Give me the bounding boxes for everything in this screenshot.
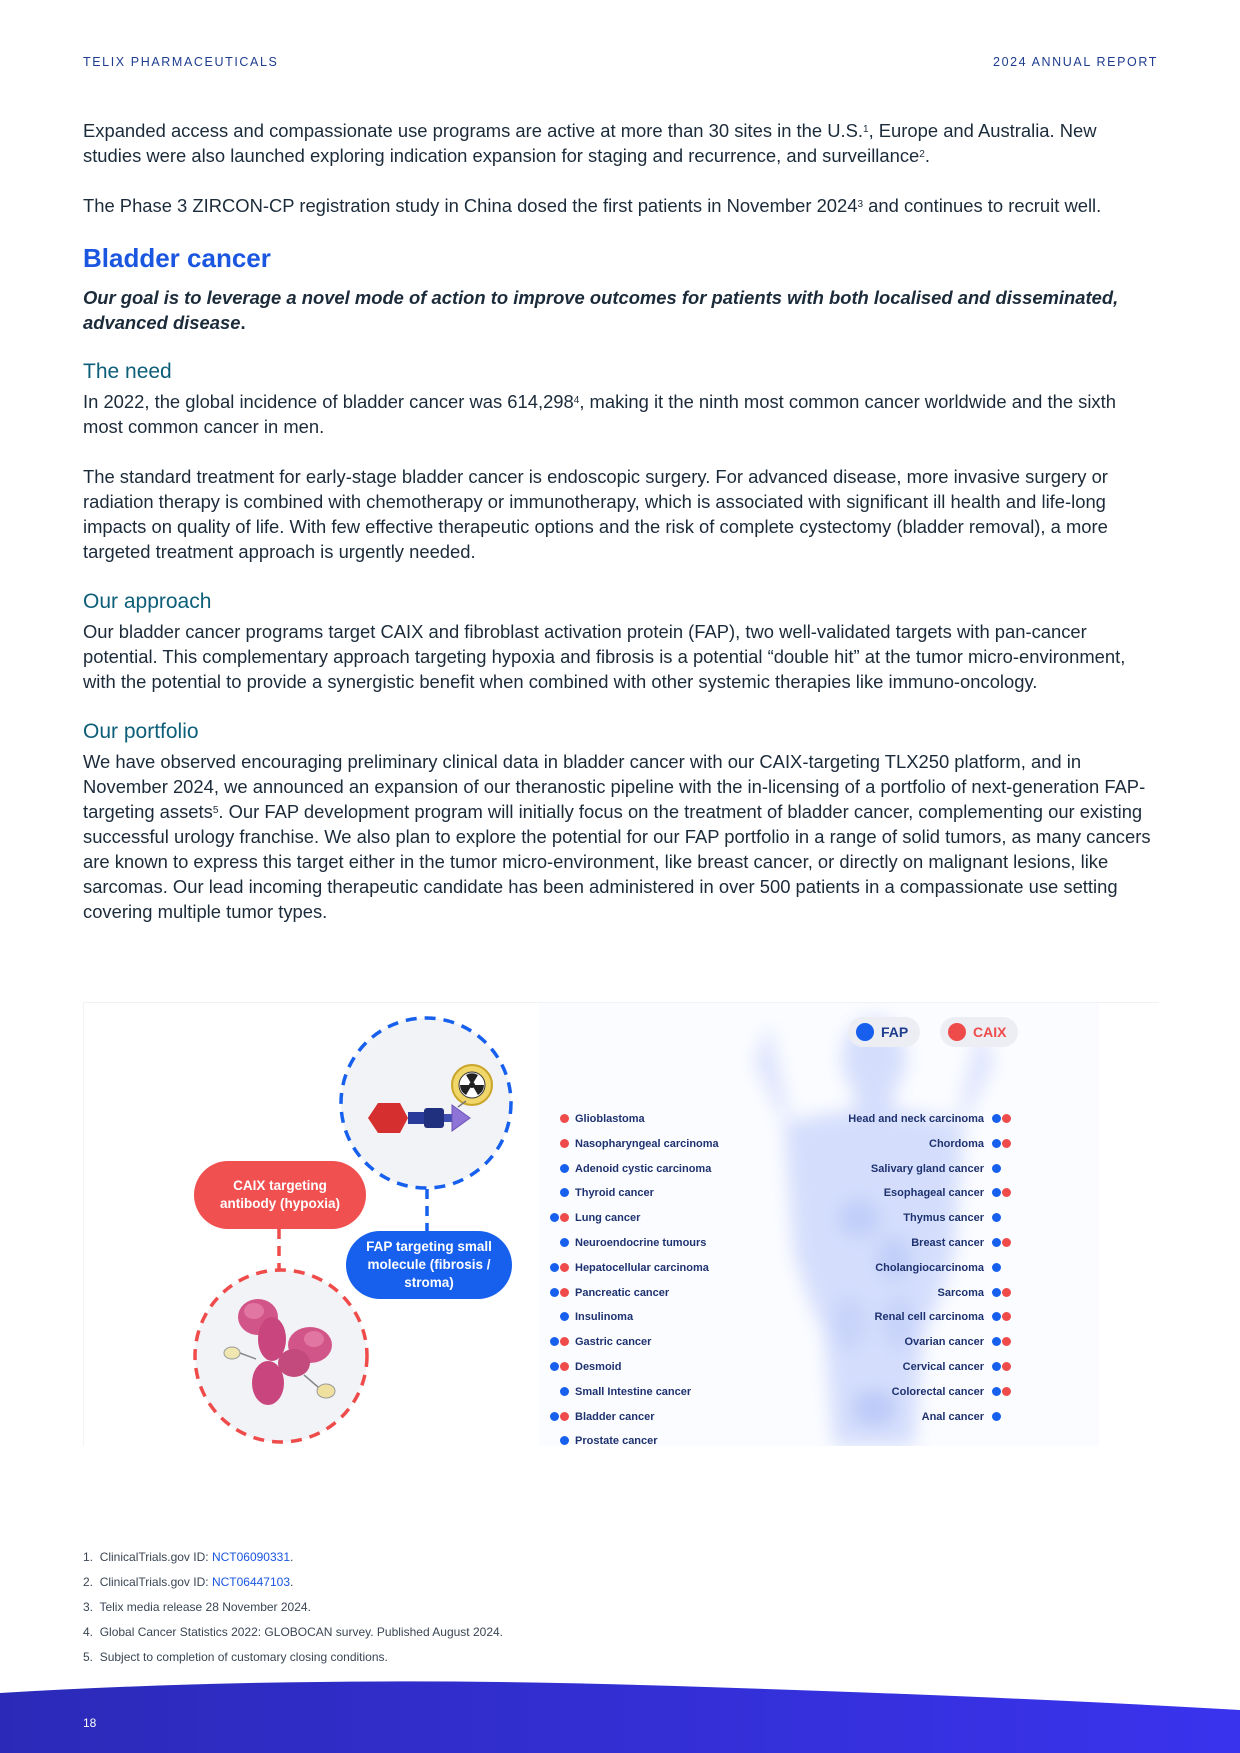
cancer-label-left: Desmoid xyxy=(575,1361,622,1373)
fap-dot xyxy=(992,1288,1001,1297)
cancer-label-left: Prostate cancer xyxy=(575,1435,658,1446)
cancer-label-left: Lung cancer xyxy=(575,1212,641,1225)
cancer-label-left: Hepatocellular carcinoma xyxy=(575,1261,709,1274)
fap-dot xyxy=(550,1362,559,1371)
approach-paragraph: Our bladder cancer programs target CAIX and fibroblast activation protein (FAP), two well-validated targets with pan-cancer potential. This complementary approach targeting hypoxia and fibrosis is a potential “double hit” at the tumor micro-environment, with the potential to provide a synergistic benefit when combined with other systemic therapies like immuno-oncology. xyxy=(83,621,1126,692)
cancer-label-right: Breast cancer xyxy=(911,1237,984,1249)
cancer-label-left: Insulinoma xyxy=(575,1311,634,1324)
fap-dot xyxy=(992,1188,1001,1197)
caix-connector xyxy=(273,1229,285,1269)
caix-dot xyxy=(560,1362,569,1371)
cancer-label-right: Ovarian cancer xyxy=(904,1336,984,1349)
caix-antibody-circle xyxy=(192,1267,370,1445)
expression-dots xyxy=(543,1238,569,1247)
fap-dot xyxy=(560,1387,569,1396)
legend-fap-swatch xyxy=(856,1023,874,1041)
fap-dot xyxy=(560,1164,569,1173)
caix-dot xyxy=(1002,1238,1011,1247)
caix-label-pill: CAIX targeting antibody (hypoxia) xyxy=(194,1161,366,1229)
fap-dot xyxy=(560,1238,569,1247)
caix-dot xyxy=(560,1139,569,1148)
need-paragraph-2: The standard treatment for early-stage bladder cancer is endoscopic surgery. For advanced disease, more invasive surgery or radiation therapy is combined with chemotherapy or immunotherapy, which is associated with significant ill health and life-long impacts on quality of life. With few effective therapeutic options and the risk of complete cystectomy (bladder removal), a more targeted treatment approach is urgently needed. xyxy=(83,466,1108,562)
cancer-label-left: Thyroid cancer xyxy=(575,1187,654,1200)
page-number: 18 xyxy=(83,1716,97,1730)
expression-dots xyxy=(543,1337,569,1346)
cancer-label-right: Thymus cancer xyxy=(903,1212,984,1225)
cancer-label-left: Small Intestine cancer xyxy=(575,1385,692,1398)
fap-dot xyxy=(992,1238,1001,1247)
goal-statement: Our goal is to leverage a novel mode of action to improve outcomes for patients with both localised and disseminated, advanced disease. xyxy=(83,287,1119,333)
fap-dot xyxy=(992,1263,1001,1272)
caix-dot xyxy=(1002,1114,1011,1123)
cancer-label-right: Salivary gland cancer xyxy=(870,1162,984,1175)
expression-dots xyxy=(543,1188,569,1197)
caix-dot xyxy=(560,1337,569,1346)
caix-dot xyxy=(560,1213,569,1222)
cancer-label-right: Cervical cancer xyxy=(902,1361,984,1373)
fap-dot xyxy=(992,1114,1001,1123)
expression-dots xyxy=(543,1263,569,1272)
cancer-label-right: Sarcoma xyxy=(937,1286,984,1299)
fap-dot xyxy=(550,1213,559,1222)
expression-dots xyxy=(992,1387,1018,1396)
footer-band xyxy=(0,1680,1240,1753)
header-report-title: 2024 ANNUAL REPORT xyxy=(993,55,1158,69)
approach-heading: Our approach xyxy=(83,590,212,613)
header-company: TELIX PHARMACEUTICALS xyxy=(83,55,279,69)
caix-dot xyxy=(1002,1188,1011,1197)
footnote-3: 3. Telix media release 28 November 2024. xyxy=(83,1600,311,1614)
fap-dot xyxy=(992,1362,1001,1371)
caix-dot xyxy=(1002,1312,1011,1321)
cancer-label-right: Renal cell carcinoma xyxy=(874,1311,984,1324)
main-content xyxy=(83,118,1158,949)
expression-dots xyxy=(992,1164,1018,1173)
fap-dot xyxy=(560,1188,569,1197)
legend-caix: CAIX xyxy=(940,1017,1018,1047)
expression-dots xyxy=(543,1139,569,1148)
expression-dots xyxy=(992,1238,1018,1247)
cancer-label-right: Colorectal cancer xyxy=(891,1385,984,1398)
footnote-2: 2. ClinicalTrials.gov ID: NCT06447103. xyxy=(83,1575,294,1589)
cancer-label-right: Anal cancer xyxy=(921,1410,984,1423)
caix-dot xyxy=(1002,1362,1011,1371)
expression-dots xyxy=(543,1213,569,1222)
portfolio-paragraph: We have observed encouraging preliminary clinical data in bladder cancer with our CAIX-targeting TLX250 platform, and in November 2024, we announced an expansion of our theranostic pipeline with the in-licensing of a portfolio of next-generation FAP-targeting assets$^5$. Our FAP development program will initially focus on the treatment of bladder cancer, complementing our existing successful urology franchise. We also plan to explore the potential for our FAP portfolio in a range of solid tumors, as many cancers are known to express this target either in the tumor micro-environment, like breast cancer, or directly on malignant lesions, like sarcomas. Our lead incoming therapeutic candidate has been administered in over 500 patients in a compassionate use setting covering multiple tumor types. xyxy=(83,751,1151,922)
cancer-label-left: Nasopharyngeal carcinoma xyxy=(575,1137,719,1150)
cancer-label-right: Cholangiocarcinoma xyxy=(875,1261,984,1274)
fap-dot xyxy=(992,1164,1001,1173)
expression-dots xyxy=(543,1312,569,1321)
expression-dots xyxy=(992,1312,1018,1321)
footnote-2-link[interactable]: NCT06447103 xyxy=(211,1575,290,1589)
caix-dot xyxy=(1002,1288,1011,1297)
cancer-label-left: Bladder cancer xyxy=(575,1410,655,1423)
intro-paragraph-1: Expanded access and compassionate use programs are active at more than 30 sites in the U.S.$^1$, Europe and Australia. New studies were also launched exploring indication expansion for staging and recurrence, and surveillance$^2$. xyxy=(83,120,1097,166)
expression-dots xyxy=(992,1362,1018,1371)
cancer-label-left: Gastric cancer xyxy=(575,1336,652,1349)
cancer-label-right: Head and neck carcinoma xyxy=(848,1113,984,1125)
caix-dot xyxy=(560,1114,569,1123)
fap-dot xyxy=(992,1387,1001,1396)
footnote-4: 4. Global Cancer Statistics 2022: GLOBOCAN survey. Published August 2024. xyxy=(83,1625,504,1639)
expression-dots xyxy=(543,1412,569,1421)
expression-dots xyxy=(992,1139,1018,1148)
fap-dot xyxy=(992,1412,1001,1421)
expression-dots xyxy=(543,1164,569,1173)
fap-dot xyxy=(550,1263,559,1272)
caix-dot xyxy=(560,1263,569,1272)
fap-molecule-circle xyxy=(338,1015,514,1191)
fap-dot xyxy=(560,1436,569,1445)
cancer-label-left: Adenoid cystic carcinoma xyxy=(575,1162,712,1175)
fap-label-pill: FAP targeting small molecule (fibrosis / stroma) xyxy=(346,1231,512,1299)
fap-dot xyxy=(560,1312,569,1321)
expression-dots xyxy=(543,1288,569,1297)
expression-dots xyxy=(992,1288,1018,1297)
cancer-label-left: Neuroendocrine tumours xyxy=(575,1237,707,1249)
fap-dot xyxy=(992,1337,1001,1346)
cancer-label-left: Glioblastoma xyxy=(575,1113,645,1125)
portfolio-heading: Our portfolio xyxy=(83,720,199,743)
expression-dots xyxy=(992,1263,1018,1272)
expression-dots xyxy=(543,1436,569,1445)
need-paragraph-1: In 2022, the global incidence of bladder cancer was 614,298$^4$, making it the ninth most common cancer worldwide and the sixth most common cancer in men. xyxy=(83,391,1116,437)
expression-dots xyxy=(543,1114,569,1123)
fap-dot xyxy=(992,1139,1001,1148)
fap-dot xyxy=(550,1288,559,1297)
legend-fap: FAP xyxy=(848,1017,920,1047)
footnote-1-link[interactable]: NCT06090331 xyxy=(211,1550,290,1564)
expression-dots xyxy=(543,1387,569,1396)
expression-dots xyxy=(992,1188,1018,1197)
legend-caix-swatch xyxy=(948,1023,966,1041)
fap-dot xyxy=(992,1312,1001,1321)
expression-dots xyxy=(992,1213,1018,1222)
footnote-5: 5. Subject to completion of customary closing conditions. xyxy=(83,1650,388,1664)
cancer-label-left: Pancreatic cancer xyxy=(575,1286,670,1299)
cancer-label-right: Esophageal cancer xyxy=(883,1187,984,1200)
fap-connector xyxy=(421,1189,433,1231)
footnote-1: 1. ClinicalTrials.gov ID: NCT06090331. xyxy=(83,1550,294,1564)
caix-dot xyxy=(1002,1337,1011,1346)
footnotes xyxy=(83,1549,1083,1674)
caix-dot xyxy=(1002,1139,1011,1148)
expression-dots xyxy=(992,1114,1018,1123)
fap-dot xyxy=(992,1213,1001,1222)
fap-dot xyxy=(550,1337,559,1346)
need-heading: The need xyxy=(83,360,172,383)
caix-dot xyxy=(1002,1387,1011,1396)
caix-dot xyxy=(560,1412,569,1421)
section-title: Bladder cancer xyxy=(83,243,271,273)
caix-dot xyxy=(560,1288,569,1297)
expression-dots xyxy=(992,1337,1018,1346)
expression-dots xyxy=(992,1412,1018,1421)
fap-caix-figure xyxy=(83,1002,1159,1446)
expression-dots xyxy=(543,1362,569,1371)
intro-paragraph-2: The Phase 3 ZIRCON-CP registration study in China dosed the first patients in November 2024$^3$ and continues to recruit well. xyxy=(83,195,1102,216)
cancer-label-right: Chordoma xyxy=(929,1137,984,1150)
fap-dot xyxy=(550,1412,559,1421)
